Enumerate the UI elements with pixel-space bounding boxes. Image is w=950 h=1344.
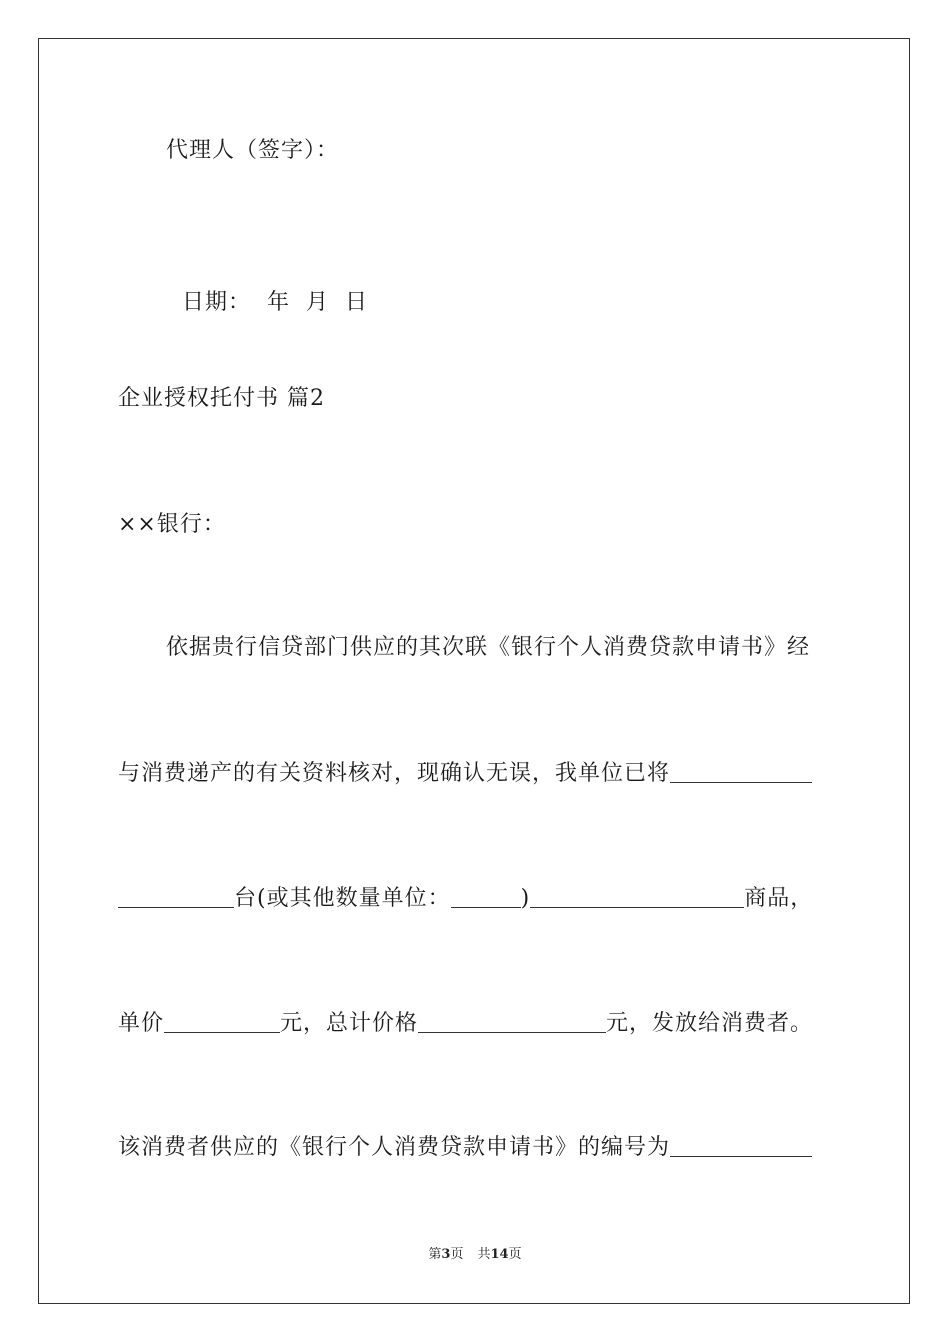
page-suffix: 页	[450, 1247, 464, 1262]
total-suffix: 页	[508, 1247, 522, 1262]
paragraph-line-3-text-b: )	[520, 886, 531, 911]
blank-quantity	[118, 885, 234, 908]
date-line	[166, 258, 368, 318]
date-label: 日期： 年 月 日	[182, 290, 368, 315]
total-prefix: 共	[477, 1247, 491, 1262]
page-number: 3	[441, 1247, 451, 1262]
paragraph-line-2	[118, 759, 812, 789]
paragraph-line-4-text-c: 元，发放给消费者。	[606, 1011, 814, 1036]
paragraph-line-2-text: 与消费递产的有关资料核对，现确认无误，我单位已将	[118, 761, 671, 786]
page-footer	[0, 1246, 950, 1264]
paragraph-line-3-text-c: 商品，	[744, 886, 814, 911]
paragraph-line-4-text-b: 元，总计价格	[280, 1011, 419, 1036]
agent-signature-line	[166, 136, 339, 166]
section-heading	[118, 384, 325, 414]
blank-unit	[451, 885, 521, 908]
total-pages: 14	[490, 1247, 509, 1262]
salutation-text: ××银行：	[118, 512, 226, 537]
page-border	[38, 38, 910, 1304]
page-prefix: 第	[428, 1247, 442, 1262]
paragraph-line-1-text: 依据贵行信贷部门供应的其次联《银行个人消费贷款申请书》经	[166, 635, 811, 660]
section-heading-text: 企业授权托付书 篇2	[118, 386, 325, 411]
paragraph-line-5	[118, 1133, 812, 1163]
agent-signature-label: 代理人（签字）：	[166, 138, 340, 163]
paragraph-line-1	[166, 633, 810, 663]
paragraph-line-5-text: 该消费者供应的《银行个人消费贷款申请书》的编号为	[118, 1135, 671, 1160]
paragraph-line-3	[118, 884, 813, 914]
blank-product	[530, 885, 744, 908]
blank-total-price	[418, 1010, 606, 1033]
blank-unit-price	[164, 1010, 280, 1033]
paragraph-line-4-text-a: 单价	[118, 1011, 165, 1036]
blank-product-name	[670, 760, 812, 783]
blank-application-number	[670, 1134, 812, 1157]
paragraph-line-3-text-a: 台(或其他数量单位：	[234, 886, 451, 911]
salutation	[118, 510, 226, 540]
paragraph-line-4	[118, 1009, 813, 1039]
